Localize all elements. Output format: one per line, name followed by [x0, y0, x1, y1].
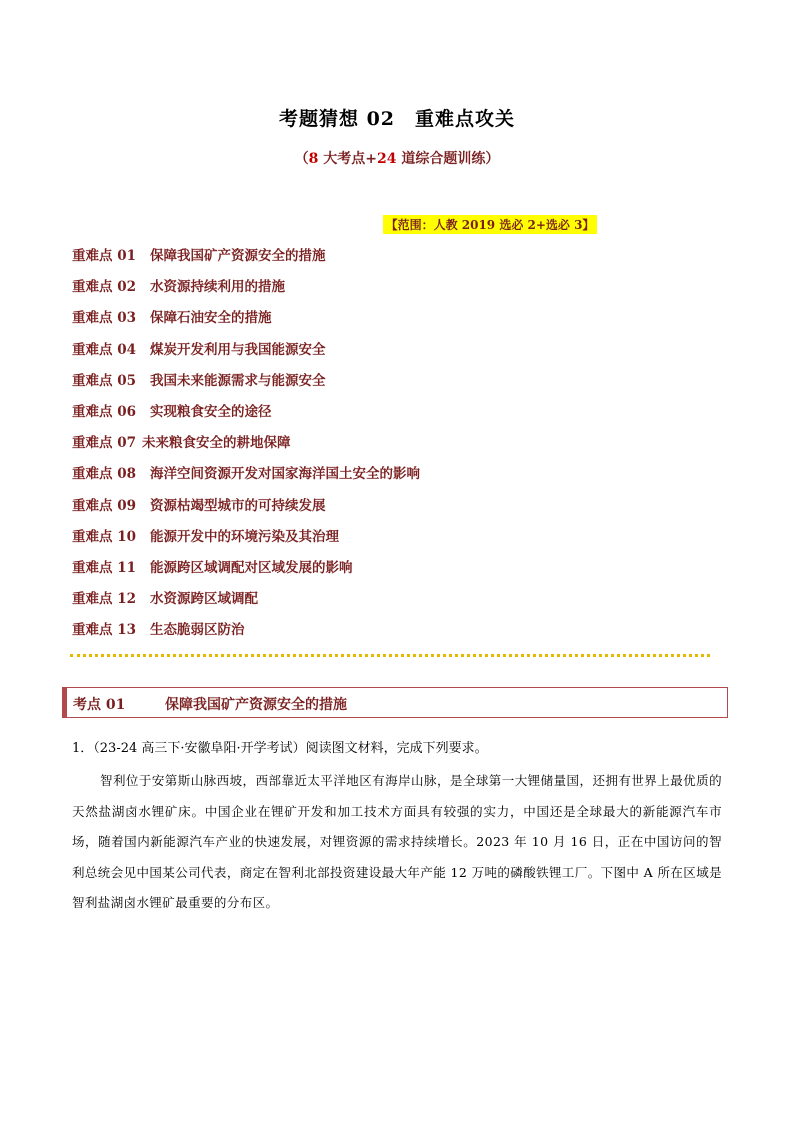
- question-header: [72, 737, 488, 756]
- question-number: 1．: [72, 741, 94, 756]
- subtitle-topic-count: 8: [308, 151, 319, 167]
- toc-item-text: 煤炭开发利用与我国能源安全: [150, 341, 326, 358]
- toc-item[interactable]: [72, 308, 420, 339]
- toc-item[interactable]: [72, 246, 420, 277]
- toc-item[interactable]: [72, 464, 420, 495]
- section-code: 考点 01: [73, 697, 126, 713]
- toc-item[interactable]: [72, 558, 420, 589]
- toc-item-code: 重难点 04: [72, 341, 136, 358]
- question-prompt: 阅读图文材料，完成下列要求。: [305, 741, 488, 756]
- toc-item[interactable]: [72, 402, 420, 433]
- toc-item-code: 重难点 06: [72, 403, 136, 420]
- toc-item-code: 重难点 05: [72, 372, 136, 389]
- toc-item-text: 生态脆弱区防治: [150, 622, 245, 639]
- subtitle-mid: 大考点+: [318, 151, 377, 167]
- toc-item-text: 能源跨区域调配对区域发展的影响: [150, 559, 353, 576]
- toc-item-code: 重难点 09: [72, 497, 136, 514]
- scope-badge: 【范围：人教 2019 选必 2+选必 3】: [383, 215, 598, 234]
- toc-item[interactable]: [72, 589, 420, 620]
- toc-item-text: 水资源跨区域调配: [150, 591, 258, 608]
- toc-item-code: 重难点 08: [72, 466, 136, 483]
- toc-item-code: 重难点 11: [72, 559, 136, 576]
- toc-item-code: 重难点 02: [72, 279, 136, 296]
- toc-item[interactable]: [72, 277, 420, 308]
- toc-item-code: 重难点 10: [72, 528, 136, 545]
- scope-container: [0, 214, 794, 234]
- toc-item[interactable]: [72, 371, 420, 402]
- toc-item-text: 我国未来能源需求与能源安全: [150, 372, 326, 389]
- section-name: 保障我国矿产资源安全的措施: [165, 697, 347, 713]
- toc-item-code: 重难点 13: [72, 622, 136, 639]
- toc-item-code: 重难点 07: [72, 435, 136, 452]
- toc-item-text: 能源开发中的环境污染及其治理: [150, 528, 339, 545]
- toc-item-text: 海洋空间资源开发对国家海洋国土安全的影响: [150, 466, 420, 483]
- subtitle-tail: 道综合题训练）: [396, 151, 500, 167]
- toc-item-code: 重难点 12: [72, 591, 136, 608]
- page-subtitle: [0, 148, 794, 168]
- toc-item-text: 水资源持续利用的措施: [150, 279, 285, 296]
- toc-item[interactable]: [72, 496, 420, 527]
- toc-item[interactable]: [72, 527, 420, 558]
- toc-item-text: 保障我国矿产资源安全的措施: [150, 248, 326, 264]
- dotted-divider: [70, 654, 710, 657]
- toc-item-text: 保障石油安全的措施: [150, 310, 272, 327]
- question-passage: 智利位于安第斯山脉西坡，西部靠近太平洋地区有海岸山脉，是全球第一大锂储量国，还拥有世界上最优质的天然盐湖卤水锂矿床。中国企业在锂矿开发和加工技术方面具有较强的实力，中国还是全球最大的新能源汽车市场，随着国内新能源汽车产业的快速发展，对锂资源的需求持续增长。2023 年 10 月 16 日，正在中国访问的智利总统会见中国某公司代表，商定在智利北部投资建设最大年产能 12 万吨的磷酸铁锂工厂。下图中 A 所在区域是智利盐湖卤水锂矿最重要的分布区。: [72, 773, 722, 910]
- section-header: [62, 687, 728, 718]
- toc-item-text: 实现粮食安全的途径: [150, 403, 272, 420]
- subtitle-question-count: 24: [377, 151, 397, 167]
- subtitle-open: （: [294, 151, 309, 167]
- toc-item[interactable]: [72, 433, 420, 464]
- section-accent-bar: [63, 688, 67, 717]
- toc-item-text: 未来粮食安全的耕地保障: [142, 435, 291, 452]
- toc-item-code: 重难点 01: [72, 248, 136, 264]
- question-source: （23-24 高三下·安徽阜阳·开学考试）: [93, 741, 306, 756]
- table-of-contents: [72, 246, 420, 651]
- toc-item[interactable]: [72, 340, 420, 371]
- toc-item-code: 重难点 03: [72, 310, 136, 327]
- page-title: 考题猜想 02 重难点攻关: [278, 108, 516, 130]
- toc-item[interactable]: [72, 620, 420, 651]
- toc-item-text: 资源枯竭型城市的可持续发展: [150, 497, 326, 514]
